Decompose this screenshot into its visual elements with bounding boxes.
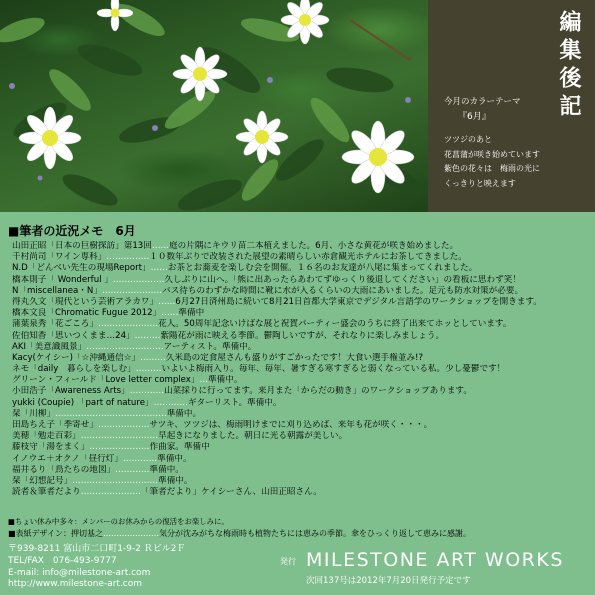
memo-text: 早起きになりました。朝日に光る朝露が美しい。 <box>158 431 348 442</box>
author-column: ネモ「daily 暮らしを楽しむ」 <box>12 364 136 375</box>
email-link[interactable]: E-mail: info@milestone-art.com <box>8 567 151 578</box>
author-column: 田島ちえ子「季寄せ」 <box>12 420 98 430</box>
memo-text: 準備中。 <box>208 375 243 386</box>
list-item <box>12 465 592 476</box>
list-item <box>12 342 592 353</box>
poem-line: 花菖蒲が咲き始めています <box>444 149 540 159</box>
author-column: 小田浩子「Awareness Arts」 <box>12 386 130 397</box>
author-column: 蒲葉泉秀「花ごころ」 <box>12 319 98 330</box>
memo-text: 山菜採りに行ってます。来月また「からだの動き」のワークショップあります。 <box>164 386 472 397</box>
break-note: ■ちょい休み中多々：メンバーのお休みからの復活をお楽しみに。 <box>8 517 229 526</box>
memo-text: 準備中 <box>178 308 205 319</box>
list-item <box>12 431 592 442</box>
memo-text: お茶とお蕎麦を楽しむ会を開催。１６名のお友達が八尾に集まってくれました。 <box>167 263 478 274</box>
leader-dots: ……………………… <box>80 431 159 442</box>
memo-text: 紫陽花が雨に映える季節。鬱陶しいですが、それなりに楽しみましょう。 <box>160 330 445 341</box>
list-item <box>12 487 592 498</box>
leader-dots: … <box>199 375 209 386</box>
cover-design-text: 気分が沈みがちな梅雨時も植物たちには恵みの季節。傘をひっくり返して恵みに感謝。 <box>159 529 471 538</box>
cover-design-note <box>8 528 471 539</box>
list-item <box>12 297 592 308</box>
leader-dots: …………… <box>106 252 150 263</box>
author-column: 橋本則子「 Wonderful 」 <box>12 274 113 285</box>
author-column: グリーン・フィールド「Love letter complex」 <box>12 375 200 386</box>
leader-dots: ………… <box>129 386 165 397</box>
author-column: 藤枝守「湯をまく」 <box>12 442 90 453</box>
leader-dots: ………………… <box>80 487 141 498</box>
list-item <box>12 331 592 342</box>
list-item <box>12 364 592 375</box>
memo-text: 準備中。 <box>157 453 192 464</box>
list-item <box>12 241 592 252</box>
leader-dots: ………………… <box>97 319 159 330</box>
poem-line: くっきりと映えます <box>444 178 516 188</box>
author-column: 美穂「勉走百彩」 <box>12 431 81 442</box>
flower-3 <box>19 107 81 169</box>
list-item <box>12 476 592 487</box>
memo-text: 準備中。 <box>149 464 184 475</box>
leader-dots: …… <box>158 296 176 307</box>
memo-heading: ■筆者の近況メモ 6月 <box>8 224 136 238</box>
list-item <box>12 398 592 409</box>
memo-text: １０数年ぶりで改装された展望の素晴らしい赤倉観光ホテルにお茶してきました。 <box>149 252 467 263</box>
leader-dots: ………………………………… <box>54 408 167 419</box>
memo-text: 作曲家。準備中 <box>149 442 210 453</box>
poem-line: 紫色の花々は 梅雨の光に <box>444 164 540 173</box>
list-item <box>12 420 592 431</box>
contact-info <box>8 544 185 591</box>
leader-dots: …… <box>151 241 170 251</box>
memo-text: 久しぶりに山へ。「熊に出あったらあわてずゆっくり後退してください」の看板に思わず笑！ <box>164 274 521 285</box>
author-column: N.D「どんべい先生の現場Report」 <box>12 263 151 274</box>
cover-photo <box>0 0 428 212</box>
color-theme-label: 今月のカラーテーマ <box>444 97 521 107</box>
author-column: 橋本文良「Chromatic Fugue 2012」 <box>12 308 162 319</box>
author-column: 栞「幻想記号」 <box>12 475 73 486</box>
list-item <box>12 308 592 319</box>
editor-poem <box>444 133 540 191</box>
leader-dots: ………………… <box>101 285 163 296</box>
author-column: 山田正昭「日本の巨樹探訪」第13回 <box>12 241 152 251</box>
publisher-label: 発行 <box>280 557 296 566</box>
leader-dots: …… <box>150 263 168 274</box>
leader-dots: ………… <box>122 453 158 464</box>
memo-text: 花人。50周年記念いけばな展と祝賀パーティー盛会のうちに終了出来てホッとしています。 <box>158 319 512 330</box>
list-item <box>12 375 592 386</box>
leader-dots: ………… <box>115 464 150 475</box>
memo-text: いよいよ梅雨入り。毎年、毎年、暑すぎる寒すぎると弱くなっている私。少し憂鬱です！ <box>161 364 506 375</box>
leader-dots: ………………… <box>103 529 159 538</box>
author-column: 得丸久文「現代という芸術アラカワ」 <box>12 296 159 307</box>
leader-dots: ……… <box>140 352 166 363</box>
list-item <box>12 263 592 274</box>
author-column: yukki (Coupie) 「part of nature」 <box>12 397 154 408</box>
leader-dots: ……………… <box>112 274 165 285</box>
memo-text: バス待ちのわずかな時間に靴に水が入るくらいの大雨にあいました。足元も防水対策が必要。 <box>162 285 524 296</box>
list-item <box>12 353 592 364</box>
list-item <box>12 252 592 263</box>
flower-4 <box>236 111 288 163</box>
next-issue-note: 次回137号は2012年7月20日発行予定です <box>306 576 471 586</box>
brand-name: MILESTONE ART WORKS <box>306 549 564 571</box>
cover-designer: ■表紙デザイン：押切基之 <box>8 529 103 538</box>
phone-fax: TEL/FAX 076-493-9777 <box>8 555 117 566</box>
memo-text: 準備中。 <box>166 408 202 419</box>
list-item <box>12 286 592 297</box>
author-column: 読者＆筆者だより <box>12 487 81 498</box>
panel-title: 編集後記 <box>556 10 582 122</box>
list-item <box>12 409 592 420</box>
leader-dots: ………………… <box>89 442 150 453</box>
list-item <box>12 275 592 286</box>
leader-dots: …… <box>161 308 179 319</box>
author-column: 佐伯知香「思いつくまま…24」 <box>12 330 135 341</box>
author-column: イノウエ＋オクノ「昼行灯」 <box>12 453 123 464</box>
leader-dots: ……………… <box>97 420 150 430</box>
list-item <box>12 319 592 330</box>
website-link[interactable]: http://www.milestone-art.com <box>8 579 143 590</box>
memo-text: サツキ、ツツジは、梅雨明けまでに刈り込めば、来年も花が咲く・・・。 <box>149 420 433 430</box>
author-column: 栞「川柳」 <box>12 408 55 419</box>
editor-note-panel <box>428 0 595 212</box>
memo-text: ギターリスト。準備中。 <box>187 397 282 408</box>
leader-dots: ……… <box>134 330 161 341</box>
postal-address: 〒939-8211 富山市二口町1-9-2 Ｒビル2Ｆ <box>8 544 186 554</box>
leader-dots: ………………………… <box>72 475 159 486</box>
list-item <box>12 454 592 465</box>
memo-list <box>12 241 592 498</box>
author-column: Kacy(ケイシー)「☆沖縄通信☆」 <box>12 352 141 363</box>
memo-text: 久米島の定食屋さんも盛りがすごかったです！大食い選手権並み!? <box>165 352 424 363</box>
flower-5 <box>342 121 414 193</box>
memo-text: 庭の片隅にキウリ苗二本植えました。6月、小さな黄花が咲き始めました。 <box>169 241 459 251</box>
leader-dots: ……… <box>135 364 162 375</box>
memo-text: 準備中。 <box>158 475 193 486</box>
author-column: AKI「美意識風景」 <box>12 341 87 352</box>
author-column: N「miscellanea・N」 <box>12 285 102 296</box>
leader-dots: ………… <box>153 397 188 408</box>
list-item <box>12 386 592 397</box>
color-theme-value: 『6月』 <box>458 112 491 122</box>
author-column: 千村尚司「ワイン専科」 <box>12 252 107 263</box>
memo-text: 「筆者だより」ケイシーさん、山田正昭さん。 <box>140 487 322 498</box>
flower-6 <box>97 0 133 31</box>
memo-text: 6月27日済州島に続いて8月21日首都大学東京でデジタル言語学のワークショップを開きます。 <box>175 296 542 307</box>
leader-dots: ……………………… <box>86 341 164 352</box>
author-column: 福井るり「鳥たちの地図」 <box>12 464 116 475</box>
list-item <box>12 442 592 453</box>
flower-photo-illustration <box>0 0 428 212</box>
poem-line: ツツジのあと <box>444 135 492 144</box>
memo-text: アーティスト。準備中。 <box>163 341 257 352</box>
